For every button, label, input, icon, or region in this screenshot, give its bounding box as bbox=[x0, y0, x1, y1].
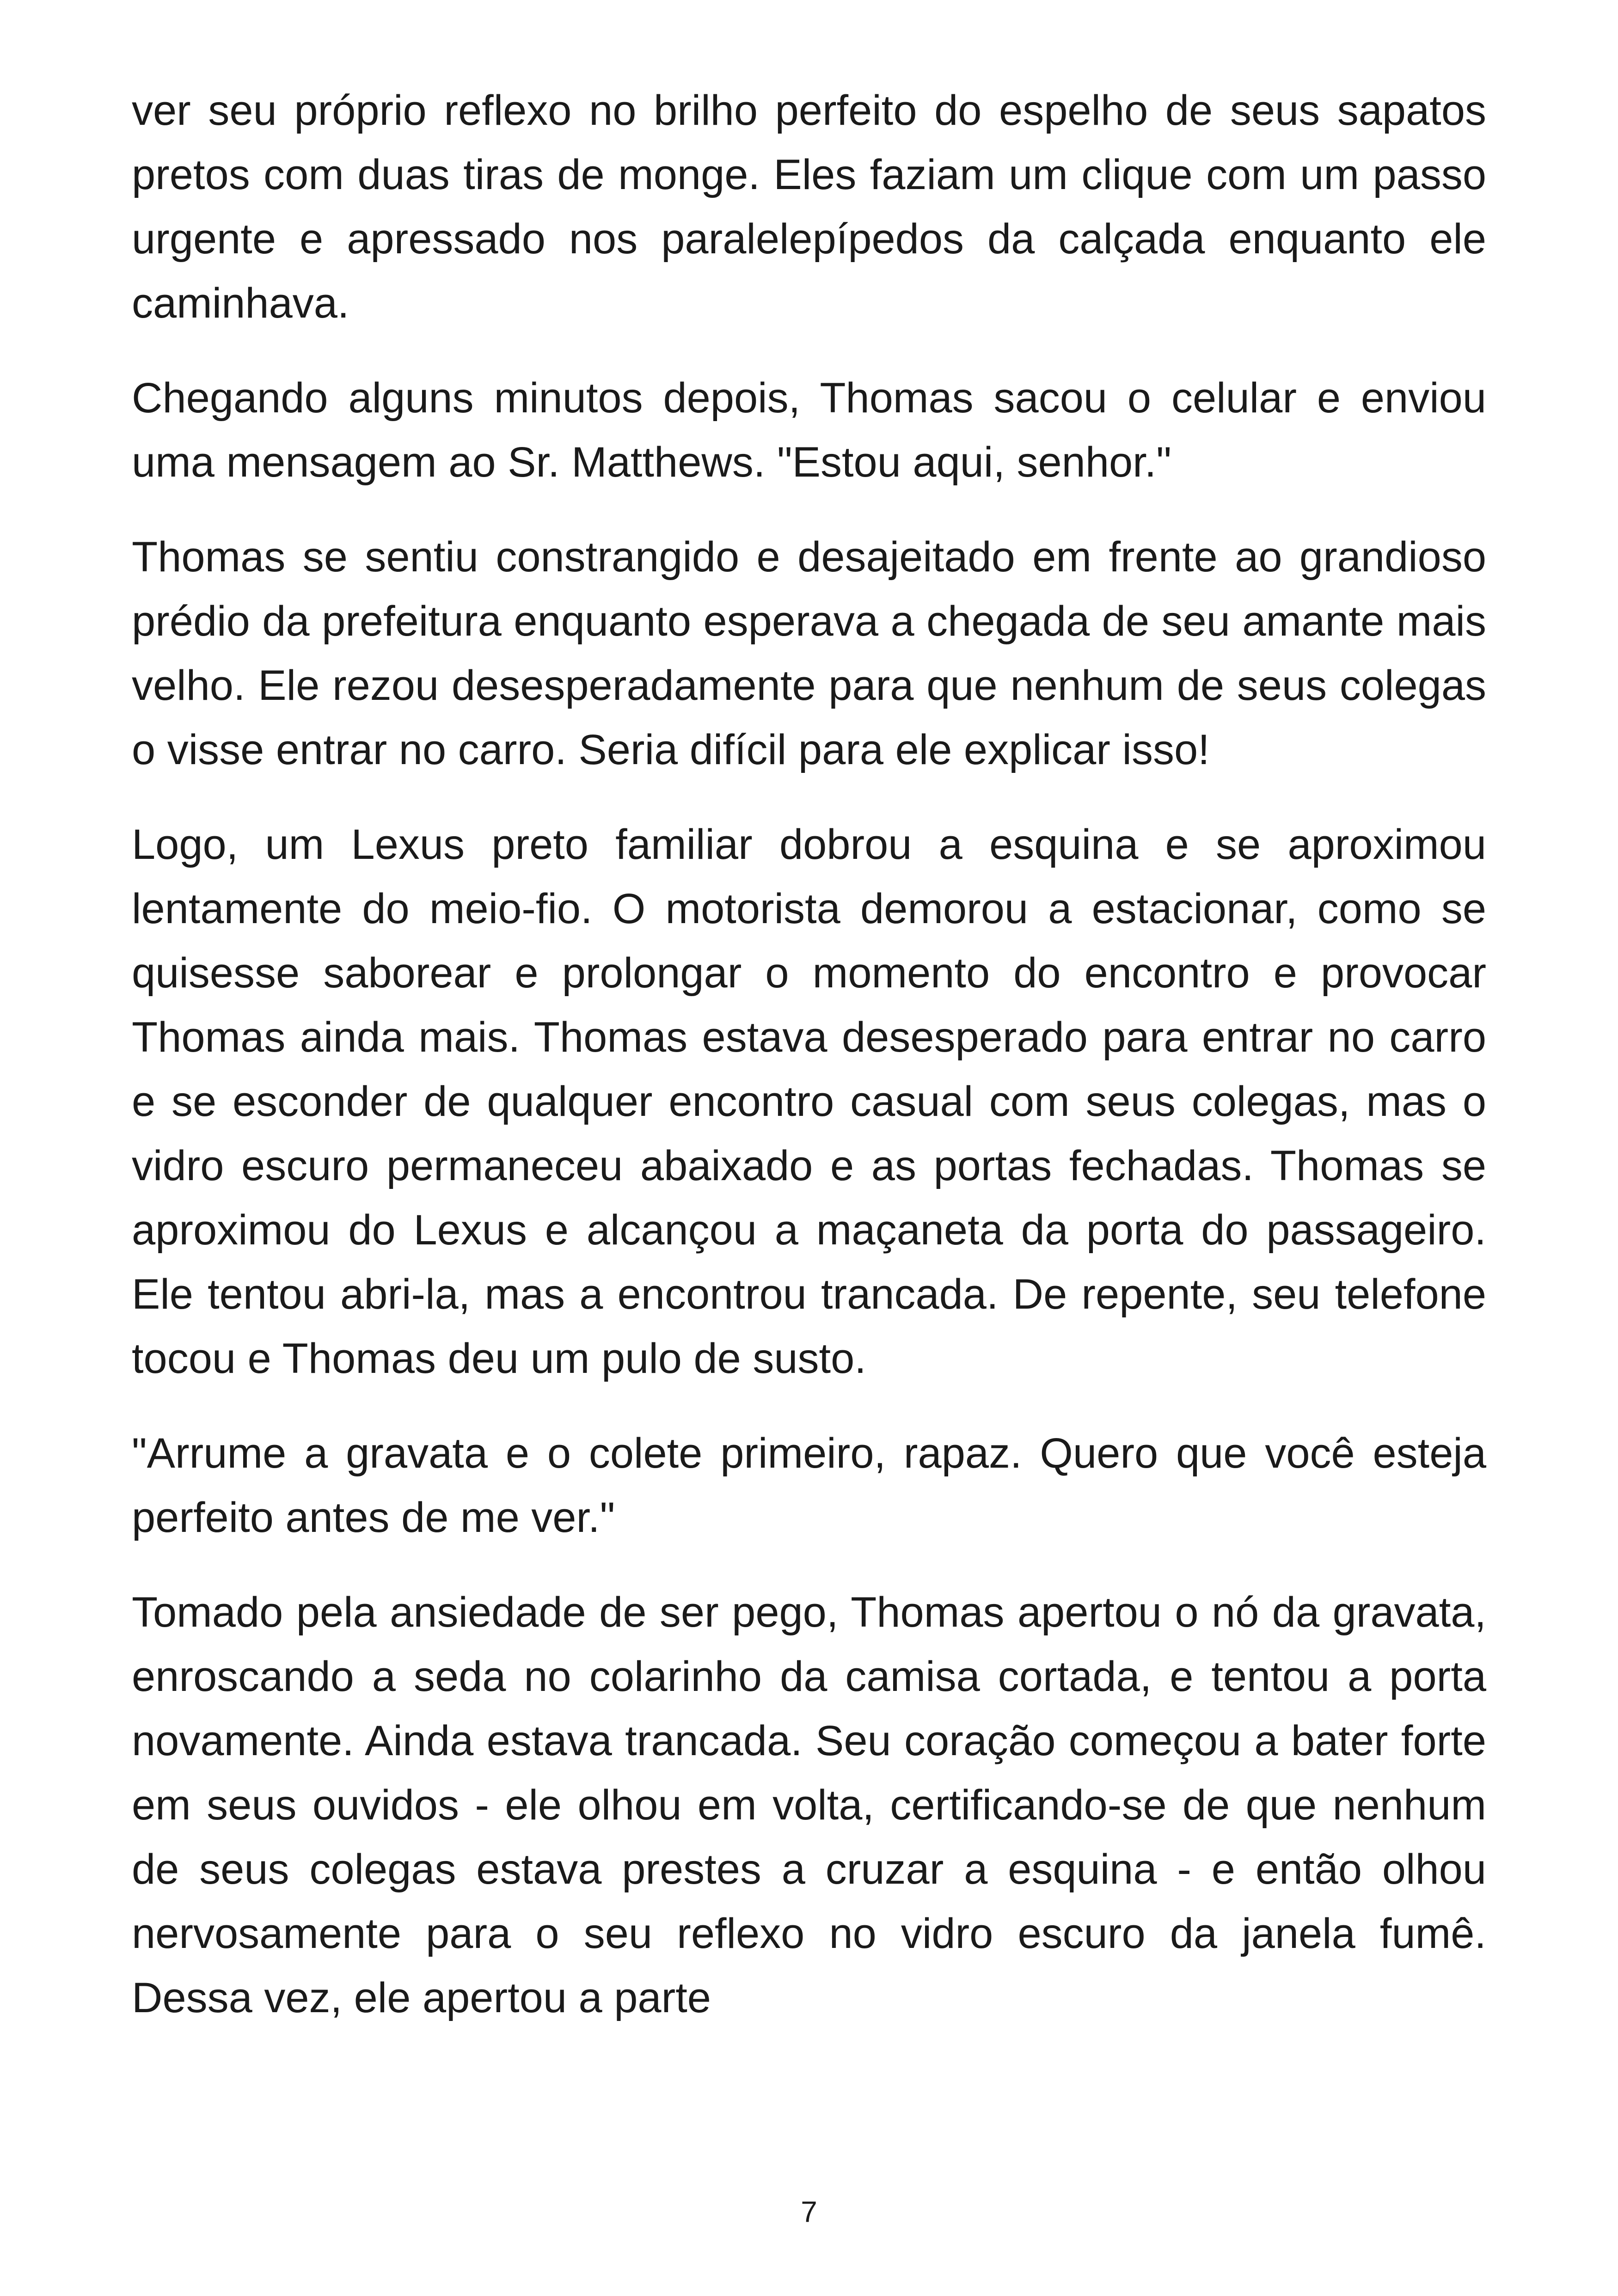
paragraph: ver seu próprio reflexo no brilho perfeito do espelho de seus sapatos pretos com duas tiras de monge. Eles faziam um clique com um passo urgente e apressado nos paralelepípedos da calçada enquanto ele caminhava. bbox=[132, 87, 1486, 327]
page-number: 7 bbox=[801, 2195, 817, 2229]
paragraph: Chegando alguns minutos depois, Thomas sacou o celular e enviou uma mensagem ao Sr. Matthews. "Estou aqui, senhor." bbox=[132, 374, 1486, 486]
paragraph: Tomado pela ansiedade de ser pego, Thomas apertou o nó da gravata, enroscando a seda no colarinho da camisa cortada, e tentou a porta novamente. Ainda estava trancada. Seu coração começou a bater forte em seus ouvidos - ele olhou em volta, certificando-se de que nenhum de seus colegas estava prestes a cruzar a esquina - e então olhou nervosamente para o seu reflexo no vidro escuro da janela fumê. Dessa vez, ele apertou a parte bbox=[132, 1589, 1486, 2021]
paragraph: "Arrume a gravata e o colete primeiro, rapaz. Quero que você esteja perfeito antes de me ver." bbox=[132, 1430, 1486, 1541]
paragraph: Logo, um Lexus preto familiar dobrou a esquina e se aproximou lentamente do meio-fio. O motorista demorou a estacionar, como se quisesse saborear e prolongar o momento do encontro e provocar Thomas ainda mais. Thomas estava desesperado para entrar no carro e se esconder de qualquer encontro casual com seus colegas, mas o vidro escuro permaneceu abaixado e as portas fechadas. Thomas se aproximou do Lexus e alcançou a maçaneta da porta do passageiro. Ele tentou abri-la, mas a encontrou trancada. De repente, seu telefone tocou e Thomas deu um pulo de susto. bbox=[132, 821, 1486, 1382]
page-body-text bbox=[132, 79, 1486, 2061]
paragraph: Thomas se sentiu constrangido e desajeitado em frente ao grandioso prédio da prefeitura enquanto esperava a chegada de seu amante mais velho. Ele rezou desesperadamente para que nenhum de seus colegas o visse entrar no carro. Seria difícil para ele explicar isso! bbox=[132, 533, 1486, 773]
